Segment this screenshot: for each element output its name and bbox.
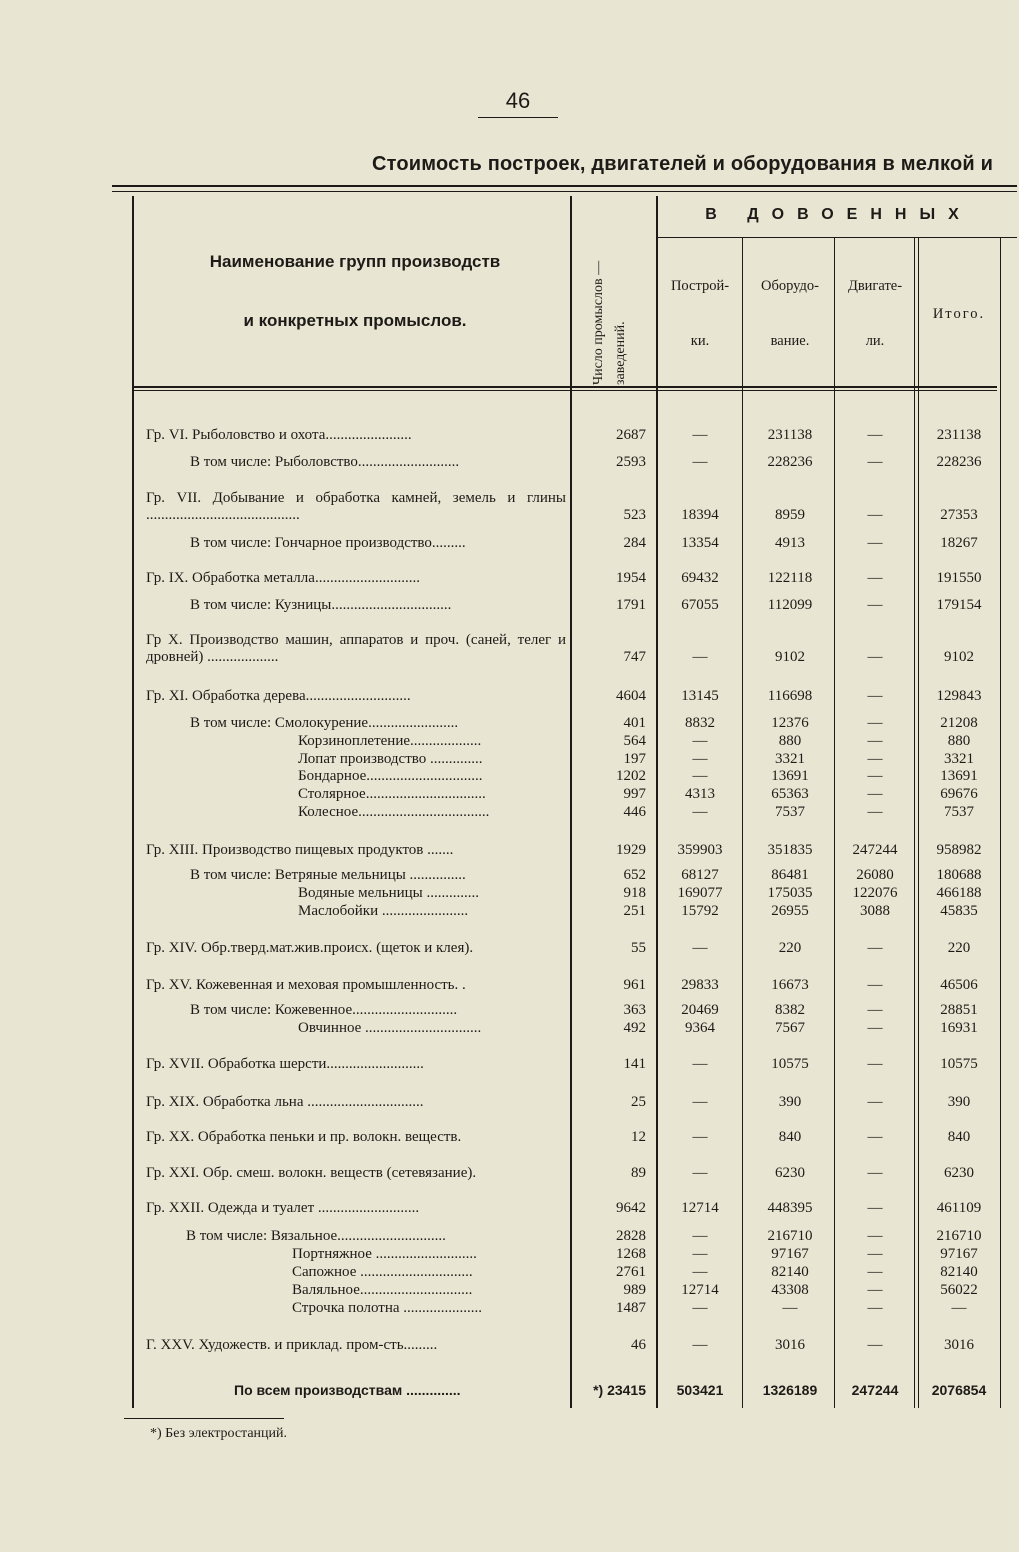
header-name-line1: Наименование групп производств (209, 252, 501, 271)
page-title: Стоимость построек, двигателей и оборудования в мелкой и (372, 153, 994, 175)
row-total: 45835 (940, 903, 978, 919)
header-equipment-1: Оборудо- (761, 278, 819, 294)
row-label: Корзиноплетение................... (298, 733, 482, 749)
row-total: 958982 (936, 842, 982, 858)
row-equipment: 4913 (775, 535, 805, 551)
totals-total: 2076854 (931, 1382, 987, 1398)
row-count: 363 (623, 1002, 646, 1018)
row-count: 997 (623, 786, 646, 802)
row-total: 191550 (936, 570, 982, 586)
totals-equipment: 1326189 (762, 1382, 818, 1398)
row-label: Овчинное ............................... (298, 1020, 482, 1036)
header-total: Итого. (932, 306, 986, 322)
row-label: Гр. XXII. Одежда и туалет ........................... (146, 1200, 420, 1216)
row-total: 3016 (944, 1337, 974, 1353)
row-buildings: — (692, 733, 708, 749)
row-count: 918 (623, 885, 646, 901)
row-total: 180688 (936, 867, 982, 883)
row-equipment: 880 (778, 733, 802, 749)
row-buildings: — (692, 454, 708, 470)
header-bottom-rule (132, 386, 997, 388)
row-engines: — (867, 688, 883, 704)
row-engines: — (867, 768, 883, 784)
row-equipment: 7537 (775, 804, 805, 820)
header-buildings-1: Построй- (670, 278, 730, 294)
row-buildings: 29833 (681, 977, 719, 993)
row-total: 13691 (940, 768, 978, 784)
row-count: 1954 (616, 570, 646, 586)
row-buildings: — (692, 649, 708, 665)
row-count: 564 (623, 733, 646, 749)
row-engines: — (867, 649, 883, 665)
row-total: 7537 (944, 804, 974, 820)
row-buildings: 4313 (685, 786, 715, 802)
row-total: 28851 (940, 1002, 978, 1018)
row-equipment: 122118 (767, 570, 813, 586)
row-equipment: 351835 (767, 842, 813, 858)
row-buildings: 9364 (685, 1020, 715, 1036)
row-label: В том числе: Кожевенное............................ (190, 1002, 458, 1018)
row-total: 129843 (936, 688, 982, 704)
row-engines: 122076 (852, 885, 898, 901)
totals-buildings: 503421 (676, 1382, 724, 1398)
row-count: 9642 (616, 1200, 646, 1216)
col-divider-engines-a (914, 238, 915, 1408)
row-engines: — (867, 1094, 883, 1110)
row-label: Водяные мельницы .............. (298, 885, 480, 901)
row-total: 27353 (940, 507, 978, 523)
row-label: Гр. XI. Обработка дерева............................ (146, 688, 411, 704)
row-count: 55 (631, 940, 646, 956)
row-total: 56022 (940, 1282, 978, 1298)
row-equipment: 3016 (775, 1337, 805, 1353)
row-equipment: 228236 (767, 454, 813, 470)
row-equipment: 390 (778, 1094, 802, 1110)
row-equipment: 8382 (775, 1002, 805, 1018)
page-number-rule (478, 117, 558, 118)
row-count: 961 (623, 977, 646, 993)
row-engines: — (867, 751, 883, 767)
row-label: В том числе: Рыболовство........................... (190, 454, 460, 470)
table-left-border (132, 196, 134, 1408)
row-total: 179154 (936, 597, 982, 613)
row-engines: — (867, 507, 883, 523)
row-total: 840 (947, 1129, 971, 1145)
row-buildings: 359903 (677, 842, 723, 858)
row-buildings: — (692, 1300, 708, 1316)
row-engines: 3088 (860, 903, 890, 919)
row-total: 9102 (944, 649, 974, 665)
row-total: 3321 (944, 751, 974, 767)
row-engines: — (867, 715, 883, 731)
row-buildings: 20469 (681, 1002, 719, 1018)
row-total: 228236 (936, 454, 982, 470)
row-label: Колесное................................... (298, 804, 490, 820)
row-engines: — (867, 1264, 883, 1280)
header-group: В ДОВОЕННЫХ (705, 206, 972, 223)
header-engines-1: Двигате- (847, 278, 903, 294)
row-engines: — (867, 1002, 883, 1018)
row-buildings: — (692, 1337, 708, 1353)
row-count: 89 (631, 1165, 646, 1181)
footnote: *) Без электростанций. (150, 1426, 288, 1441)
row-label: В том числе: Ветряные мельницы ............... (190, 867, 466, 883)
col-divider-name (570, 196, 572, 1408)
row-equipment: 65363 (771, 786, 809, 802)
row-equipment: 112099 (767, 597, 813, 613)
row-equipment: 13691 (771, 768, 809, 784)
row-count: 25 (631, 1094, 646, 1110)
row-label: Гр X. Производство машин, аппаратов и проч. (саней, телег и дровней) ................... (146, 632, 566, 665)
row-engines: — (867, 1020, 883, 1036)
row-engines: — (867, 1165, 883, 1181)
row-count: 523 (623, 507, 646, 523)
row-label: Маслобойки ....................... (298, 903, 469, 919)
row-label: Гр. XIV. Обр.тверд.мат.жив.происх. (щеток и клея). (146, 940, 474, 956)
row-buildings: 18394 (681, 507, 719, 523)
row-label: Сапожное .............................. (292, 1264, 473, 1280)
row-count: 492 (623, 1020, 646, 1036)
row-buildings: — (692, 804, 708, 820)
row-equipment: 12376 (771, 715, 809, 731)
row-total: 97167 (940, 1246, 978, 1262)
row-total: 390 (947, 1094, 971, 1110)
row-buildings: 68127 (681, 867, 719, 883)
row-total: — (951, 1300, 967, 1316)
row-count: 2761 (616, 1264, 646, 1280)
row-label: Гр. XVII. Обработка шерсти.......................... (146, 1056, 424, 1072)
row-equipment: 175035 (767, 885, 813, 901)
row-buildings: — (692, 1264, 708, 1280)
row-total: 220 (947, 940, 971, 956)
row-equipment: 216710 (767, 1228, 813, 1244)
row-count: 4604 (616, 688, 646, 704)
row-count: 284 (623, 535, 646, 551)
row-equipment: 82140 (771, 1264, 809, 1280)
row-buildings: — (692, 1094, 708, 1110)
footnote-rule (124, 1418, 284, 1419)
row-count: 46 (631, 1337, 646, 1353)
row-engines: 26080 (856, 867, 894, 883)
row-engines: — (867, 1282, 883, 1298)
row-equipment: 840 (778, 1129, 802, 1145)
row-equipment: 16673 (771, 977, 809, 993)
row-count: 446 (623, 804, 646, 820)
row-engines: — (867, 804, 883, 820)
row-count: 2593 (616, 454, 646, 470)
row-equipment: 26955 (771, 903, 809, 919)
row-total: 10575 (940, 1056, 978, 1072)
row-equipment: 448395 (767, 1200, 813, 1216)
header-name-line2: и конкретных промыслов. (243, 311, 467, 330)
row-label: Строчка полотна ..................... (292, 1300, 483, 1316)
header-engines-2: ли. (865, 333, 885, 349)
row-count: 401 (623, 715, 646, 731)
row-count: 1202 (616, 768, 646, 784)
top-rule-thin (112, 191, 1017, 192)
row-count: 1929 (616, 842, 646, 858)
row-engines: — (867, 733, 883, 749)
row-engines: — (867, 1246, 883, 1262)
row-buildings: — (692, 1056, 708, 1072)
row-total: 461109 (936, 1200, 982, 1216)
row-engines: — (867, 1056, 883, 1072)
row-label: В том числе: Вязальное............................. (186, 1228, 446, 1244)
row-label: Гр. XIX. Обработка льна ............................... (146, 1094, 424, 1110)
row-total: 216710 (936, 1228, 982, 1244)
row-buildings: — (692, 751, 708, 767)
header-bottom-rule-thin (132, 390, 997, 391)
row-count: 1791 (616, 597, 646, 613)
row-engines: — (867, 1228, 883, 1244)
row-buildings: — (692, 1228, 708, 1244)
row-equipment: 7567 (775, 1020, 805, 1036)
row-count: 1268 (616, 1246, 646, 1262)
row-label: В том числе: Гончарное производство......... (190, 535, 466, 551)
row-total: 880 (947, 733, 971, 749)
row-engines: — (867, 570, 883, 586)
row-label: Гр. XV. Кожевенная и меховая промышленность. . (146, 977, 466, 993)
row-engines: — (867, 940, 883, 956)
row-engines: — (867, 977, 883, 993)
row-buildings: 69432 (681, 570, 719, 586)
table-right-border (1000, 238, 1001, 1408)
row-buildings: — (692, 940, 708, 956)
header-equipment-2: вание. (770, 333, 810, 349)
row-engines: — (867, 597, 883, 613)
row-count: 251 (623, 903, 646, 919)
row-equipment: 8959 (775, 507, 805, 523)
row-engines: — (867, 535, 883, 551)
row-label: Г. XXV. Художеств. и приклад. пром-сть......... (146, 1337, 438, 1353)
row-equipment: 220 (778, 940, 802, 956)
row-equipment: 6230 (775, 1165, 805, 1181)
row-label: Портняжное ........................... (292, 1246, 477, 1262)
row-buildings: 169077 (677, 885, 723, 901)
row-total: 466188 (936, 885, 982, 901)
row-total: 231138 (936, 427, 982, 443)
row-engines: — (867, 1129, 883, 1145)
row-engines: — (867, 1337, 883, 1353)
row-engines: — (867, 1200, 883, 1216)
row-count: 2687 (616, 427, 646, 443)
row-equipment: — (782, 1300, 798, 1316)
row-count: 1487 (616, 1300, 646, 1316)
row-buildings: 8832 (685, 715, 715, 731)
top-rule (112, 185, 1017, 187)
row-buildings: — (692, 1129, 708, 1145)
row-total: 46506 (940, 977, 978, 993)
row-label: Гр. IX. Обработка металла............................ (146, 570, 420, 586)
row-label: Гр. VI. Рыболовство и охота....................... (146, 427, 412, 443)
row-label: Гр. XIII. Производство пищевых продуктов ....... (146, 842, 454, 858)
row-total: 82140 (940, 1264, 978, 1280)
row-label: Гр. XXI. Обр. смеш. волокн. веществ (сетевязание). (146, 1165, 477, 1181)
row-total: 69676 (940, 786, 978, 802)
row-equipment: 86481 (771, 867, 809, 883)
row-label: В том числе: Смолокурение........................ (190, 715, 459, 731)
row-equipment: 3321 (775, 751, 805, 767)
row-label: В том числе: Кузницы................................ (190, 597, 452, 613)
row-total: 18267 (940, 535, 978, 551)
group-header-rule (656, 237, 1017, 238)
totals-count: *) 23415 (593, 1382, 646, 1398)
row-buildings: 12714 (681, 1200, 719, 1216)
header-count: Число промыслов — заведений. (591, 260, 628, 385)
row-label: Гр. VII. Добывание и обработка камней, земель и глины ......................................... (146, 490, 566, 523)
row-count: 197 (623, 751, 646, 767)
totals-label: По всем производствам .............. (234, 1382, 461, 1398)
row-equipment: 116698 (767, 688, 813, 704)
row-count: 989 (623, 1282, 646, 1298)
row-buildings: 12714 (681, 1282, 719, 1298)
row-label: Валяльное.............................. (292, 1282, 473, 1298)
row-buildings: — (692, 768, 708, 784)
row-engines: — (867, 1300, 883, 1316)
row-engines: — (867, 454, 883, 470)
row-equipment: 97167 (771, 1246, 809, 1262)
row-count: 12 (631, 1129, 646, 1145)
row-equipment: 9102 (775, 649, 805, 665)
totals-engines: 247244 (851, 1382, 899, 1398)
row-buildings: 13145 (681, 688, 719, 704)
row-engines: — (867, 786, 883, 802)
row-count: 2828 (616, 1228, 646, 1244)
row-total: 16931 (940, 1020, 978, 1036)
row-total: 6230 (944, 1165, 974, 1181)
row-buildings: 15792 (681, 903, 719, 919)
row-equipment: 43308 (771, 1282, 809, 1298)
row-label: Столярное................................ (298, 786, 486, 802)
row-buildings: 13354 (681, 535, 719, 551)
header-buildings-2: ки. (690, 333, 710, 349)
row-label: Лопат производство .............. (298, 751, 483, 767)
row-count: 652 (623, 867, 646, 883)
row-total: 21208 (940, 715, 978, 731)
row-buildings: 67055 (681, 597, 719, 613)
row-count: 141 (623, 1056, 646, 1072)
page-number: 46 (505, 88, 531, 113)
row-count: 747 (623, 649, 646, 665)
row-engines: 247244 (852, 842, 898, 858)
col-divider-buildings (742, 238, 743, 1408)
row-label: Гр. XX. Обработка пеньки и пр. волокн. веществ. (146, 1129, 462, 1145)
row-equipment: 231138 (767, 427, 813, 443)
row-buildings: — (692, 1165, 708, 1181)
row-label: Бондарное............................... (298, 768, 483, 784)
row-equipment: 10575 (771, 1056, 809, 1072)
row-buildings: — (692, 1246, 708, 1262)
row-buildings: — (692, 427, 708, 443)
row-engines: — (867, 427, 883, 443)
